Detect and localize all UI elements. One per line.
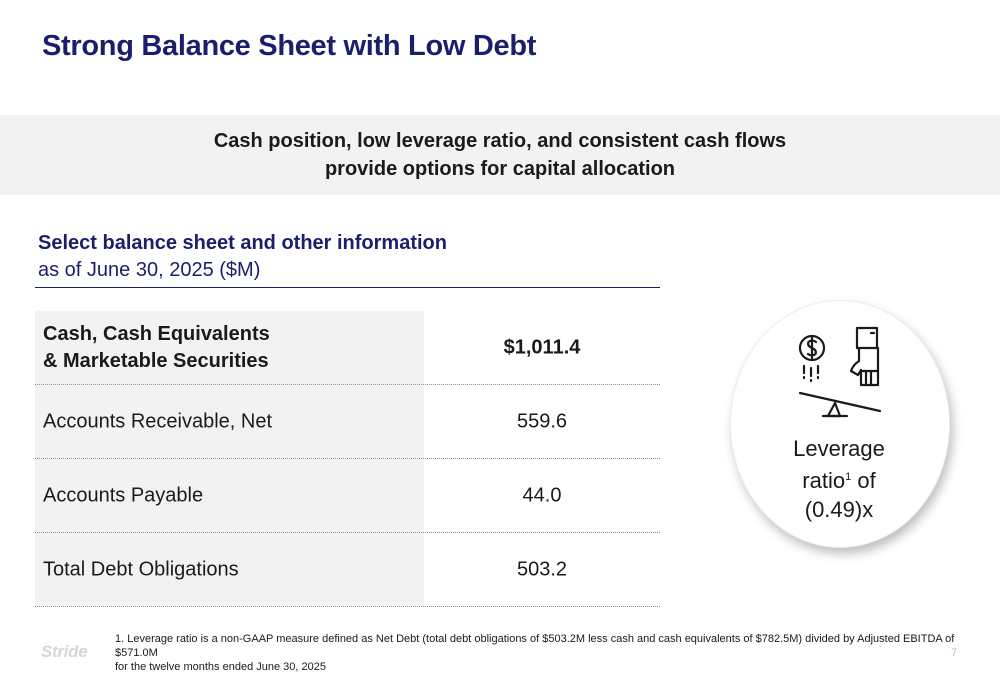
row-value-cell bbox=[424, 311, 660, 384]
table-row-accounts-payable bbox=[35, 459, 660, 533]
section-subheading: as of June 30, 2025 ($M) bbox=[38, 259, 261, 281]
balance-sheet-table bbox=[35, 311, 660, 607]
page-title: Strong Balance Sheet with Low Debt bbox=[42, 30, 537, 62]
row-label bbox=[43, 321, 270, 375]
section-heading: Select balance sheet and other information bbox=[38, 232, 447, 254]
leverage-line-2 bbox=[730, 463, 948, 495]
page-number: 7 bbox=[951, 647, 958, 659]
leverage-line-3: (0.49)x bbox=[804, 497, 874, 522]
table-row-total-debt bbox=[35, 533, 660, 607]
row-value-cell bbox=[424, 533, 660, 606]
row-value-cell bbox=[424, 459, 660, 532]
hand-coin-scale-icon bbox=[795, 323, 885, 418]
leverage-line-2-text: ratio bbox=[802, 468, 846, 493]
row-value: 44.0 bbox=[522, 484, 562, 506]
row-label-line-1: Cash, Cash Equivalents bbox=[43, 322, 270, 345]
footnote-line-2: for the twelve months ended June 30, 2025 bbox=[115, 661, 326, 673]
table-row-cash bbox=[35, 311, 660, 385]
leverage-ratio-text bbox=[730, 434, 948, 524]
footnote bbox=[115, 632, 960, 674]
row-value: $1,011.4 bbox=[503, 336, 581, 358]
row-label-line-2: & Marketable Securities bbox=[43, 349, 269, 372]
banner-line-2: provide options for capital allocation bbox=[324, 158, 676, 180]
banner-line-1: Cash position, low leverage ratio, and consistent cash flows bbox=[213, 130, 787, 152]
row-label-cell bbox=[35, 459, 424, 532]
leverage-line-1: Leverage bbox=[793, 436, 885, 461]
footnote-line-1: 1. Leverage ratio is a non-GAAP measure defined as Net Debt (total debt obligations of $503.2M less cash and cash equivalents of $782.5M) divided by Adjusted EBITDA of $571.0M bbox=[115, 633, 955, 659]
row-label-cell bbox=[35, 311, 424, 384]
row-label: Total Debt Obligations bbox=[43, 558, 239, 580]
row-value: 559.6 bbox=[516, 410, 568, 432]
row-value: 503.2 bbox=[516, 558, 568, 580]
row-value-cell bbox=[424, 385, 660, 458]
stride-logo: Stride bbox=[41, 642, 88, 661]
footnote-reference: 1 bbox=[845, 471, 852, 483]
section-divider bbox=[35, 287, 660, 288]
key-message-banner bbox=[0, 115, 1000, 195]
row-label-cell bbox=[35, 533, 424, 606]
leverage-line-2-suffix: of bbox=[851, 468, 876, 493]
row-label: Accounts Payable bbox=[43, 484, 204, 506]
row-label: Accounts Receivable, Net bbox=[43, 410, 273, 432]
row-label-cell bbox=[35, 385, 424, 458]
table-row-accounts-receivable bbox=[35, 385, 660, 459]
